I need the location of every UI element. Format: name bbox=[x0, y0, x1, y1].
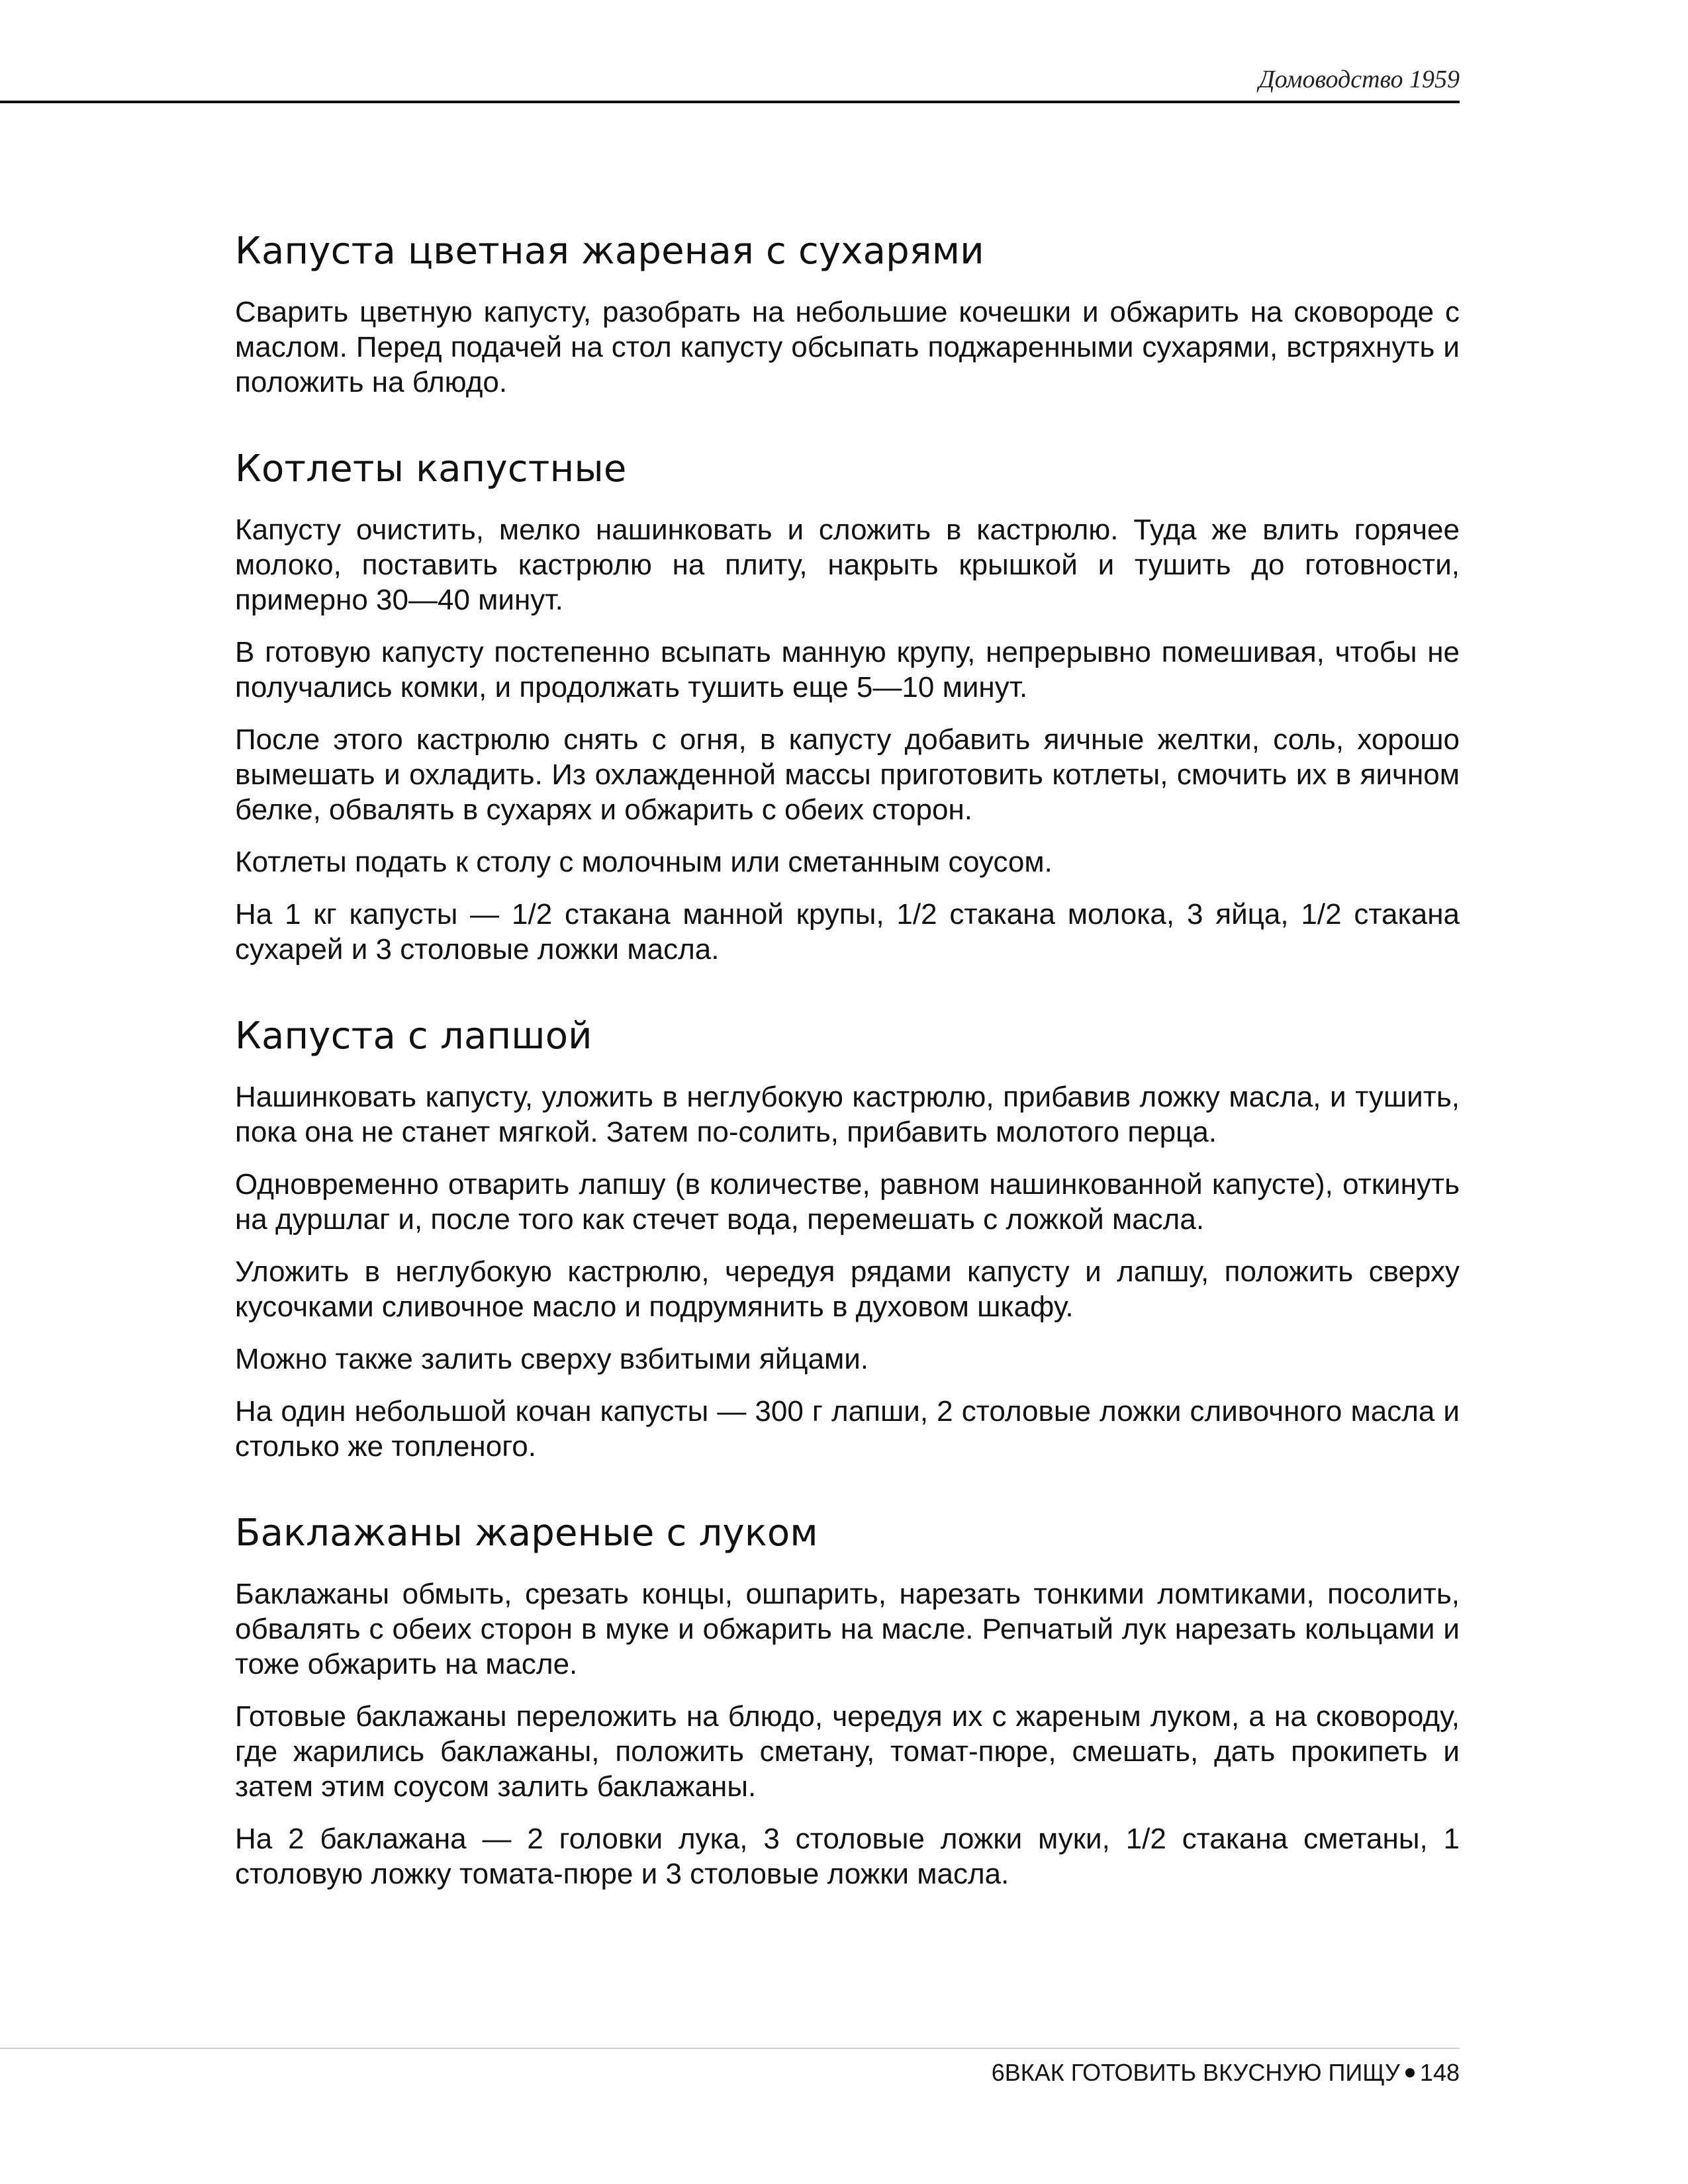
recipe-title: Капуста цветная жареная с сухарями bbox=[235, 230, 984, 273]
recipe-title: Котлеты капустные bbox=[235, 447, 627, 490]
page-header bbox=[0, 0, 1460, 103]
header-title: Домоводство 1959 bbox=[1258, 66, 1460, 93]
recipe-paragraph: Уложить в неглубокую кастрюлю, чередуя рядами капусту и лапшу, положить сверху кусочками сливочное масло и подрумянить в духовом шкафу. bbox=[235, 1255, 1460, 1323]
recipe-cauliflower bbox=[235, 228, 1460, 400]
recipe-paragraph: Нашинковать капусту, уложить в неглубокую кастрюлю, прибавив ложку масла, и тушить, пока она не станет мягкой. Затем по-солить, прибавить молотого перца. bbox=[235, 1081, 1460, 1148]
recipe-title: Баклажаны жареные с луком bbox=[235, 1512, 818, 1555]
recipe-paragraph: Готовые баклажаны переложить на блюдо, чередуя их с жареным луком, а на сковороду, где жарились баклажаны, положить сметану, томат-пюре, смешать, дать прокипеть и затем этим соусом залить баклажаны. bbox=[235, 1700, 1460, 1803]
recipe-title: Капуста с лапшой bbox=[235, 1015, 592, 1058]
recipe-paragraph: Сварить цветную капусту, разобрать на небольшие кочешки и обжарить на сковороде с маслом. Перед подачей на стол капусту обсыпать поджаренными сухарями, встряхнуть и положить на блюдо. bbox=[235, 296, 1460, 398]
recipe-paragraph: Одновременно отварить лапшу (в количестве, равном нашинкованной капусте), откинуть на дуршлаг и, после того как стечет вода, перемешать с ложкой масла. bbox=[235, 1168, 1460, 1236]
footer-section-title: 6ВКАК ГОТОВИТЬ ВКУСНУЮ ПИЩУ bbox=[991, 2059, 1400, 2086]
recipe-paragraph: На 1 кг капусты — 1/2 стакана манной крупы, 1/2 стакана молока, 3 яйца, 1/2 стакана сухарей и 3 столовые ложки масла. bbox=[235, 898, 1460, 966]
recipe-cabbage-cutlets bbox=[235, 446, 1460, 967]
recipe-paragraph: На один небольшой кочан капусты — 300 г лапши, 2 столовые ложки сливочного масла и столько же топленого. bbox=[235, 1395, 1460, 1463]
page-number: 148 bbox=[1419, 2059, 1460, 2086]
footer-rule bbox=[0, 2048, 1460, 2049]
recipe-eggplant-onion bbox=[235, 1510, 1460, 1891]
recipe-cabbage-noodles bbox=[235, 1013, 1460, 1464]
recipe-paragraph: Котлеты подать к столу с молочным или сметанным соусом. bbox=[235, 846, 1053, 878]
bullet-icon bbox=[1405, 2068, 1415, 2077]
recipe-paragraph: Капусту очистить, мелко нашинковать и сложить в кастрюлю. Туда же влить горячее молоко, поставить кастрюлю на плиту, накрыть крышкой и тушить до готовности, примерно 30—40 минут. bbox=[235, 514, 1460, 616]
page-footer bbox=[992, 2058, 1460, 2087]
recipe-paragraph: В готовую капусту постепенно всыпать манную крупу, непрерывно помешивая, чтобы не получались комки, и продолжать тушить еще 5—10 минут. bbox=[235, 636, 1460, 704]
recipe-paragraph: Можно также залить сверху взбитыми яйцами. bbox=[235, 1343, 869, 1375]
recipe-paragraph: На 2 баклажана — 2 головки лука, 3 столовые ложки муки, 1/2 стакана сметаны, 1 столовую ложку томата-пюре и 3 столовые ложки масла. bbox=[235, 1823, 1460, 1890]
recipe-paragraph: Баклажаны обмыть, срезать концы, ошпарить, нарезать тонкими ломтиками, посолить, обвалять с обеих сторон в муке и обжарить на масле. Репчатый лук нарезать кольцами и тоже обжарить на масле. bbox=[235, 1578, 1460, 1680]
recipe-paragraph: После этого кастрюлю снять с огня, в капусту добавить яичные желтки, соль, хорошо вымешать и охладить. Из охлажденной массы приготовить котлеты, смочить их в яичном белке, обвалять в сухарях и обжарить с обеих сторон. bbox=[235, 723, 1460, 826]
page-content bbox=[235, 228, 1460, 1938]
